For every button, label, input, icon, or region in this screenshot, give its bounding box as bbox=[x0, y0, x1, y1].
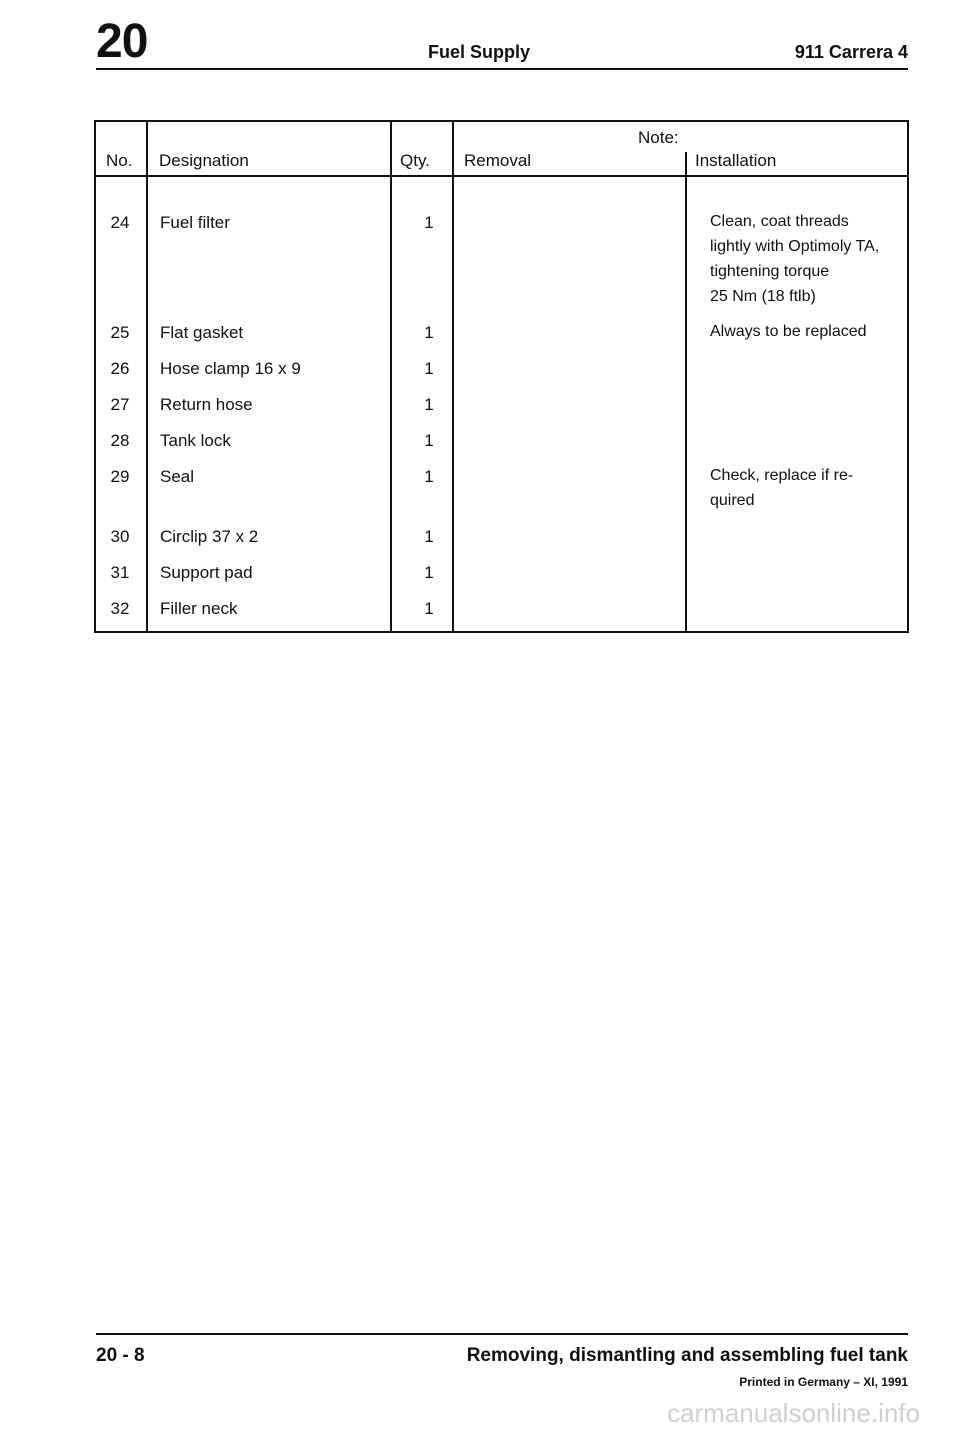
chapter-number: 20 bbox=[96, 15, 148, 68]
row-installation-note: Clean, coat threads bbox=[710, 213, 849, 230]
model-name: 911 Carrera 4 bbox=[794, 42, 908, 62]
row-number: 24 bbox=[110, 213, 130, 232]
row-number: 27 bbox=[110, 395, 130, 414]
page-number: 20 - 8 bbox=[96, 1345, 145, 1366]
row-qty: 1 bbox=[424, 323, 434, 342]
row-installation-note: 25 Nm (18 ftlb) bbox=[710, 288, 816, 305]
section-title: Fuel Supply bbox=[428, 42, 531, 62]
row-designation: Return hose bbox=[160, 395, 253, 414]
row-number: 30 bbox=[110, 527, 130, 546]
watermark: carmanualsonline.info bbox=[667, 1398, 920, 1428]
row-designation: Filler neck bbox=[160, 599, 238, 618]
column-divider bbox=[452, 122, 454, 631]
row-qty: 1 bbox=[424, 563, 434, 582]
row-installation-note: Check, replace if re- bbox=[710, 467, 854, 484]
row-qty: 1 bbox=[424, 599, 434, 618]
row-designation: Support pad bbox=[160, 563, 253, 582]
print-info: Printed in Germany – XI, 1991 bbox=[739, 1375, 908, 1389]
row-qty: 1 bbox=[424, 395, 434, 414]
row-designation: Fuel filter bbox=[160, 213, 230, 232]
row-qty: 1 bbox=[424, 431, 434, 450]
row-number: 25 bbox=[110, 323, 130, 342]
header-divider bbox=[96, 175, 907, 177]
column-header-installation: Installation bbox=[695, 151, 777, 170]
column-header-designation: Designation bbox=[159, 151, 249, 170]
column-divider bbox=[390, 122, 392, 631]
row-number: 32 bbox=[110, 599, 130, 618]
note-label: Note: bbox=[638, 128, 679, 147]
row-number: 29 bbox=[110, 467, 130, 486]
row-number: 31 bbox=[110, 563, 130, 582]
column-header-no: No. bbox=[106, 151, 133, 170]
column-header-removal: Removal bbox=[464, 151, 532, 170]
page-header bbox=[96, 16, 908, 70]
row-installation-note: lightly with Optimoly TA, bbox=[710, 238, 880, 255]
column-divider bbox=[685, 152, 687, 631]
row-number: 26 bbox=[110, 359, 130, 378]
row-installation-note: quired bbox=[710, 492, 755, 509]
row-number: 28 bbox=[110, 431, 130, 450]
row-qty: 1 bbox=[424, 467, 434, 486]
row-designation: Hose clamp 16 x 9 bbox=[160, 359, 301, 378]
row-designation: Seal bbox=[160, 467, 195, 486]
row-qty: 1 bbox=[424, 213, 434, 232]
parts-table bbox=[94, 120, 909, 633]
row-designation: Flat gasket bbox=[160, 323, 244, 342]
row-installation-note: Always to be replaced bbox=[710, 323, 867, 340]
footer-title: Removing, dismantling and assembling fuel tank bbox=[466, 1345, 908, 1366]
column-divider bbox=[146, 122, 148, 631]
column-header-qty: Qty. bbox=[400, 151, 430, 170]
page-footer bbox=[96, 1333, 908, 1389]
row-installation-note: tightening torque bbox=[710, 263, 830, 280]
row-qty: 1 bbox=[424, 527, 434, 546]
row-designation: Circlip 37 x 2 bbox=[160, 527, 259, 546]
row-designation: Tank lock bbox=[160, 431, 231, 450]
row-qty: 1 bbox=[424, 359, 434, 378]
